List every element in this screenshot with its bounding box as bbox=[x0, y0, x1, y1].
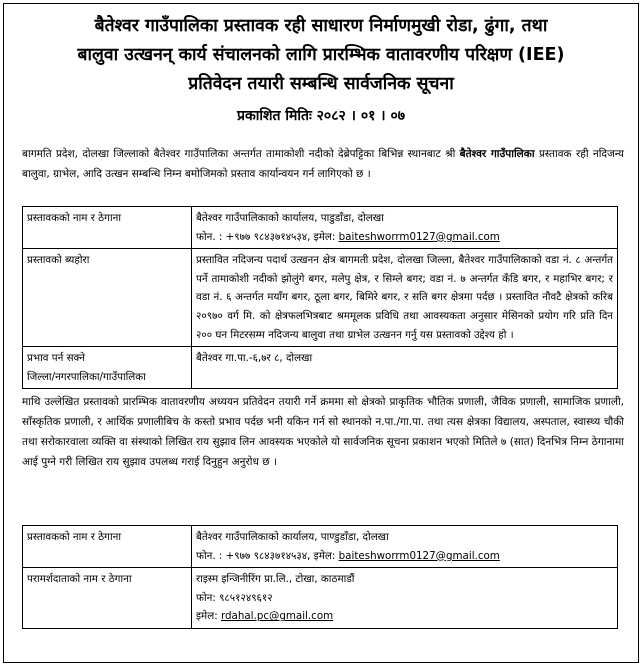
table-row bbox=[23, 568, 618, 629]
proposer-name: बैतेश्वर गाउँपालिकाको कार्यालय, पाडुडाँडा, दोलखा bbox=[196, 212, 384, 224]
table-row bbox=[23, 207, 618, 249]
table-row bbox=[23, 526, 618, 568]
proposer-label: प्रस्तावकको नाम र ठेगाना bbox=[23, 526, 192, 568]
description-label: प्रस्तावको ब्यहोरा bbox=[23, 249, 192, 347]
proposer-phone: फोन. : +९७७ ९८४३७१४५३४, bbox=[196, 230, 311, 243]
table-row bbox=[23, 347, 618, 389]
intro-paragraph bbox=[22, 144, 624, 184]
title-line-1: बैतेश्वर गाउँपालिका प्रस्तावक रही साधारण निर्माणमुखी रोडा, ढुंगा, तथा bbox=[94, 16, 548, 36]
affected-label-line-1: प्रभाव पर्न सक्ने bbox=[27, 352, 85, 365]
title-line-2: बालुवा उत्खनन् कार्य संचालनको लागि प्रारम्भिक वातावरणीय परिक्षण (IEE) bbox=[77, 45, 565, 65]
proposer-contact bbox=[196, 228, 613, 247]
public-notice bbox=[3, 3, 639, 663]
email-label: इमेल: bbox=[313, 549, 336, 562]
proposer-details bbox=[192, 207, 618, 249]
table-row bbox=[23, 249, 618, 347]
consultant-label: परामर्शदाताको नाम र ठेगाना bbox=[23, 568, 192, 629]
proposer-details bbox=[192, 526, 618, 568]
proposer-name: बैतेश्वर गाउँपालिकाको कार्यालय, पाण्डुडाँडा, दोलखा bbox=[196, 531, 389, 543]
email-label: इमेल: bbox=[196, 610, 218, 623]
affected-label-line-2: जिल्ला/नगरपालिका/गाउँपालिका bbox=[27, 370, 146, 383]
contact-table bbox=[22, 525, 618, 629]
email-label: इमेल: bbox=[313, 230, 336, 243]
notice-title bbox=[14, 12, 628, 99]
proposer-contact bbox=[196, 547, 613, 566]
consultant-email-link[interactable]: rdahal.pc@gmail.com bbox=[220, 610, 334, 623]
proposer-email-link[interactable]: baiteshworrm0127@gmail.com bbox=[338, 230, 500, 243]
notice-paragraph: माथि उल्लेखित प्रस्तावको प्रारम्भिक वातावरणीय अध्ययन प्रतिवेदन तयारी गर्ने क्रममा सो क्षेत्रको प्राकृतिक भौतिक प्रणाली, जैविक प्रणाली, सामाजिक प्रणाली, साँस्कृतिक प्रणाली, र आर्थिक प्रणालीबिच के कस्तो प्रभाव पर्दछ भनी यकिन गर्न सो स्थानको न.पा./गा.पा. तथा त्यस क्षेत्रका विद्यालय, अस्पताल, स्वास्थ्य चौकी तथा सरोकारवाला व्यक्ति वा संस्थाको लिखित राय सुझाव लिन आवस्यक भएकोले यो सार्वजनिक सूचना प्रकाशन भएको मितिले ७ (सात) दिनभित्र निम्न ठेगानामा आई पुग्ने गरी लिखित राय सुझाव उपलब्ध गराई दिनुहुन अनुरोध छ । bbox=[22, 396, 624, 468]
consultant-name: राइस्म इन्जिनीरिंग प्रा.लि., टोखा, काठमाडौं bbox=[196, 573, 355, 586]
intro-proposer-name: बैतेश्वर गाउँपालिका bbox=[459, 148, 535, 160]
affected-area-value: बैतेश्वर गा.पा.-६,७र ८, दोलखा bbox=[192, 347, 618, 389]
consultant-contact bbox=[196, 607, 613, 626]
intro-text-1: बागमति प्रदेश, दोलखा जिल्लाको बैतेश्वर गाउँपालिका अन्तर्गत तामाकोशी नदीको देब्रेपट्टिका बिभिन्न स्थानबाट श्री bbox=[22, 148, 460, 160]
intro-text-2: प्रस्तावक रही नदिजन्य बालुवा, ग्राभेल, आदि उत्खन सम्बन्धि निम्न बमोजिमको प्रस्ताव कार्यान्वयन गर्न लागिएको छ । bbox=[22, 148, 624, 180]
proposer-phone: फोन. : +९७७ ९८४३७१४५३४, bbox=[196, 549, 311, 562]
affected-area-label bbox=[23, 347, 192, 389]
proposer-email-link[interactable]: baiteshworrm0127@gmail.com bbox=[338, 549, 500, 562]
title-line-3: प्रतिवेदन तयारी सम्बन्धि सार्वजनिक सूचना bbox=[188, 74, 454, 94]
publish-date: प्रकाशित मितिः २०८२ । ०१ । ०७ bbox=[237, 108, 405, 124]
consultant-phone: फोन: ९८५१२४९६१२ bbox=[196, 591, 273, 604]
consultant-details bbox=[192, 568, 618, 629]
proposer-label: प्रस्तावकको नाम र ठेगाना bbox=[23, 207, 192, 249]
proposal-table bbox=[22, 206, 618, 389]
description-text: प्रस्तावित नदिजन्य पदार्थ उत्खनन क्षेत्र बागमती प्रदेश, दोलखा जिल्ला, बैतेश्वर गाउँपालिकाको वडा नं. ८ अन्तर्गत पर्ने तामाकोशी नदीको झोलुंगे बगर, मलेपु क्षेत्र, र सिम्ले बगर; वडा नं. ७ अन्तर्गत कँडि बगर, र महाभिर बगर; र वडा नं. ६ अन्तर्गत मयाँग बगर, ठूला बगर, बिमिरे बगर, र सति बगर क्षेत्रमा पर्दछ । प्रस्तावित नौवटै क्षेत्रको करिब २०९७० वर्ग मि. को क्षेत्रफलभित्रबाट श्रममूलक प्रविधि तथा आवस्यकता अनुसार मेसिनको प्रयोग गरि प्रति दिन २०० घन मिटरसम्म नदिजन्य बालुवा तथा ग्राभेल उत्खनन गर्नु यस प्रस्तावको उद्देश्य हो । bbox=[192, 249, 618, 347]
